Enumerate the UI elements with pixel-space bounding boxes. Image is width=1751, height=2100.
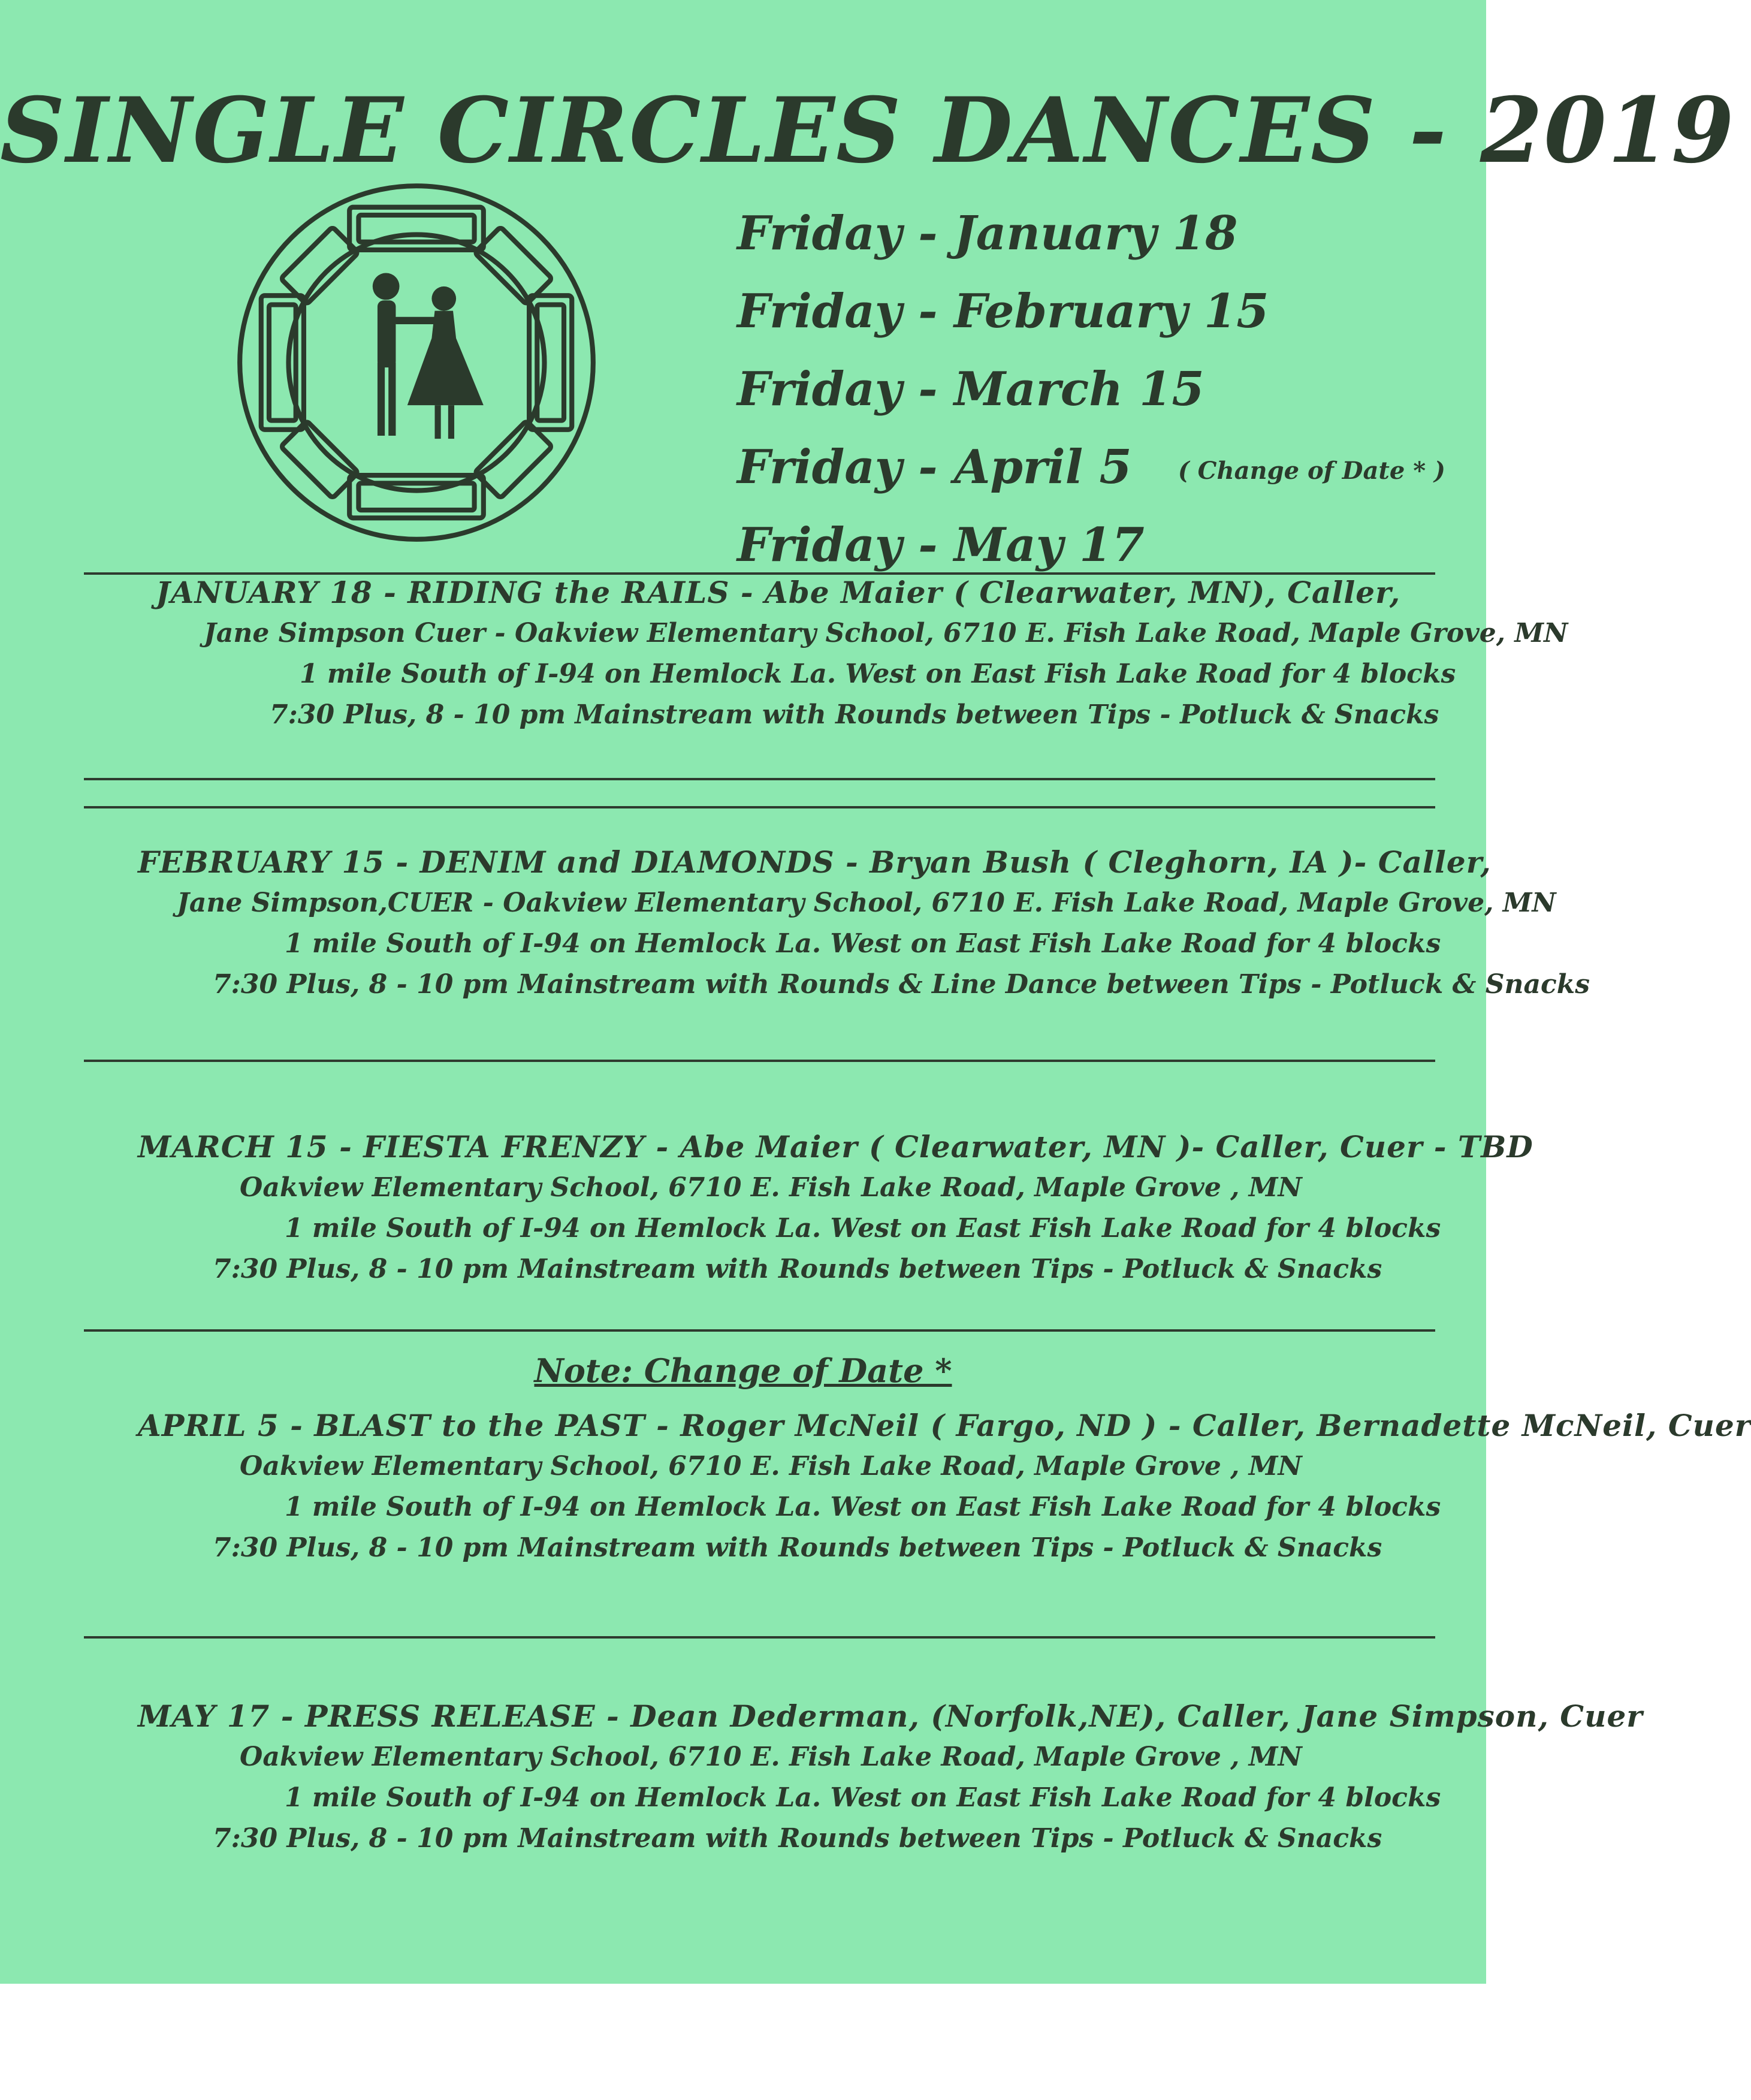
- divider: [84, 1060, 1435, 1062]
- divider: [84, 806, 1435, 808]
- event-line: 7:30 Plus, 8 - 10 pm Mainstream with Rounds between Tips - Potluck & Snacks: [213, 1823, 1382, 1854]
- event-line: Jane Simpson Cuer - Oakview Elementary School, 6710 E. Fish Lake Road, Maple Grove, MN: [204, 618, 1568, 648]
- event-heading: MARCH 15 - FIESTA FRENZY - Abe Maier ( Clearwater, MN )- Caller, Cuer - TBD: [138, 1129, 1533, 1164]
- event-heading: APRIL 5 - BLAST to the PAST - Roger McNeil ( Fargo, ND ) - Caller, Bernadette McNeil, Cuer: [138, 1408, 1751, 1443]
- event-line: 1 mile South of I-94 on Hemlock La. West on East Fish Lake Road for 4 blocks: [285, 1782, 1441, 1813]
- event-january: [138, 572, 1568, 735]
- date-item: [737, 273, 1456, 351]
- divider: [84, 778, 1435, 780]
- change-of-date-note: Note: Change of Date *: [534, 1351, 952, 1390]
- event-line: Oakview Elementary School, 6710 E. Fish Lake Road, Maple Grove , MN: [240, 1172, 1302, 1203]
- event-line: 7:30 Plus, 8 - 10 pm Mainstream with Rounds between Tips - Potluck & Snacks: [270, 699, 1439, 730]
- event-line: Oakview Elementary School, 6710 E. Fish Lake Road, Maple Grove , MN: [240, 1451, 1302, 1482]
- event-line: 1 mile South of I-94 on Hemlock La. West on East Fish Lake Road for 4 blocks: [285, 1213, 1441, 1244]
- square-dance-couple-circle-logo-icon: [234, 180, 599, 545]
- event-heading: FEBRUARY 15 - DENIM and DIAMONDS - Bryan Bush ( Cleghorn, IA )- Caller,: [138, 844, 1492, 880]
- date-text: Friday - May 17: [737, 518, 1145, 572]
- dates-list: [737, 195, 1456, 584]
- event-line: 7:30 Plus, 8 - 10 pm Mainstream with Rounds & Line Dance between Tips - Potluck & Snacks: [213, 969, 1590, 1000]
- date-text: Friday - February 15: [737, 284, 1269, 339]
- event-line: 1 mile South of I-94 on Hemlock La. West on East Fish Lake Road for 4 blocks: [300, 659, 1456, 689]
- event-line: 7:30 Plus, 8 - 10 pm Mainstream with Rounds between Tips - Potluck & Snacks: [213, 1532, 1382, 1563]
- date-change-note: ( Change of Date * ): [1178, 456, 1445, 485]
- date-text: Friday - April 5: [737, 440, 1132, 494]
- event-february: [138, 842, 1590, 1005]
- divider: [84, 1329, 1435, 1332]
- event-heading: JANUARY 18 - RIDING the RAILS - Abe Maier ( Clearwater, MN), Caller,: [156, 575, 1401, 610]
- date-text: Friday - January 18: [737, 206, 1238, 261]
- event-line: Jane Simpson,CUER - Oakview Elementary School, 6710 E. Fish Lake Road, Maple Grove, MN: [177, 888, 1556, 918]
- event-line: 7:30 Plus, 8 - 10 pm Mainstream with Rounds between Tips - Potluck & Snacks: [213, 1254, 1382, 1284]
- flyer-title: SINGLE CIRCLES DANCES - 2019: [0, 78, 1735, 183]
- divider: [84, 1636, 1435, 1639]
- date-item: [737, 195, 1456, 273]
- event-line: 1 mile South of I-94 on Hemlock La. West on East Fish Lake Road for 4 blocks: [285, 928, 1441, 959]
- event-heading: MAY 17 - PRESS RELEASE - Dean Dederman, (Norfolk,NE), Caller, Jane Simpson, Cuer: [138, 1698, 1643, 1734]
- date-item: [737, 429, 1456, 506]
- date-item: [737, 351, 1456, 429]
- date-text: Friday - March 15: [737, 362, 1204, 417]
- event-line: 1 mile South of I-94 on Hemlock La. West on East Fish Lake Road for 4 blocks: [285, 1492, 1441, 1522]
- event-line: Oakview Elementary School, 6710 E. Fish Lake Road, Maple Grove , MN: [240, 1742, 1302, 1772]
- event-april: [138, 1405, 1751, 1568]
- event-march: [138, 1127, 1533, 1290]
- event-may: [138, 1696, 1643, 1859]
